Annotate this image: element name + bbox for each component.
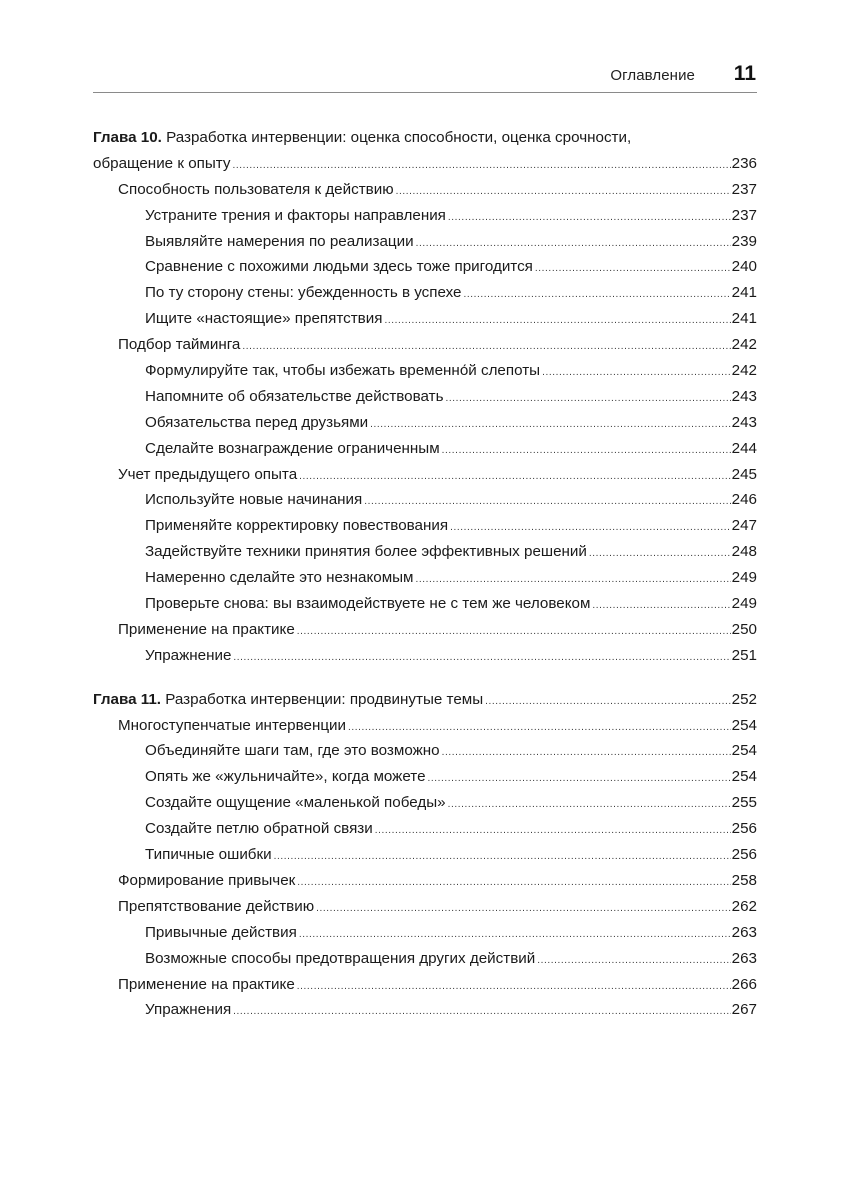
running-header — [93, 62, 757, 93]
entry-page: 246 — [731, 491, 757, 509]
toc-subsection-row[interactable] — [93, 306, 757, 332]
leader-dots — [448, 205, 731, 231]
entry-title: Задействуйте техники принятия более эффективных решений — [145, 543, 587, 561]
toc-subsection-row[interactable] — [93, 842, 757, 868]
table-of-contents — [93, 125, 757, 1023]
entry-page: 245 — [731, 465, 757, 483]
leader-dots — [297, 974, 731, 1000]
leader-dots — [274, 844, 731, 870]
entry-page: 249 — [731, 569, 757, 587]
entry-title: Возможные способы предотвращения других действий — [145, 949, 536, 967]
entry-title: Проверьте снова: вы взаимодействуете не с тем же человеком — [145, 595, 591, 613]
entry-page: 244 — [731, 439, 757, 457]
entry-title: Типичные ошибки — [145, 846, 272, 864]
toc-subsection-row[interactable] — [93, 790, 757, 816]
leader-dots — [450, 515, 731, 541]
leader-dots — [233, 153, 731, 179]
toc-subsection-row[interactable] — [93, 946, 757, 972]
leader-dots — [384, 308, 730, 334]
chapter-page: 236 — [731, 154, 757, 172]
toc-section-row[interactable] — [93, 868, 757, 894]
entry-title: Намеренно сделайте это незнакомым — [145, 569, 414, 587]
leader-dots — [463, 282, 730, 308]
entry-title: Сравнение с похожими людьми здесь тоже пригодится — [145, 258, 533, 276]
entry-title: Привычные действия — [145, 923, 297, 941]
entry-page: 240 — [731, 258, 757, 276]
toc-subsection-row[interactable] — [93, 513, 757, 539]
entry-title: Сделайте вознаграждение ограниченным — [145, 439, 440, 457]
leader-dots — [242, 334, 730, 360]
entry-page: 243 — [731, 387, 757, 405]
chapter-label: Глава 11. — [93, 690, 162, 708]
toc-subsection-row[interactable] — [93, 487, 757, 513]
toc-subsection-row[interactable] — [93, 565, 757, 591]
leader-dots — [370, 412, 730, 438]
chapter-label: Глава 10. — [93, 129, 162, 146]
leader-dots — [416, 231, 731, 257]
entry-title: Выявляйте намерения по реализации — [145, 232, 414, 250]
entry-page: 242 — [731, 336, 757, 354]
leader-dots — [316, 896, 731, 922]
chapter-title: Разработка интервенции: продвинутые темы — [165, 690, 484, 708]
entry-page: 263 — [731, 923, 757, 941]
toc-section-row[interactable] — [93, 177, 757, 203]
entry-page: 241 — [731, 284, 757, 302]
toc-subsection-row[interactable] — [93, 539, 757, 565]
entry-title: Формулируйте так, чтобы избежать временно́й слепоты — [145, 362, 541, 380]
leader-dots — [297, 870, 730, 896]
section-title: Оглавление — [610, 67, 695, 84]
leader-dots — [375, 818, 731, 844]
leader-dots — [428, 766, 731, 792]
entry-title: Способность пользователя к действию — [118, 180, 394, 198]
leader-dots — [535, 256, 731, 282]
leader-dots — [485, 689, 731, 715]
leader-dots — [348, 715, 731, 741]
entry-title: Используйте новые начинания — [145, 491, 363, 509]
entry-page: 251 — [731, 646, 757, 664]
leader-dots — [233, 645, 730, 671]
toc-chapter-row[interactable] — [93, 151, 757, 177]
toc-section-row[interactable] — [93, 462, 757, 488]
toc-subsection-row[interactable] — [93, 997, 757, 1023]
entry-title: Учет предыдущего опыта — [118, 465, 298, 483]
entry-title: Многоступенчатые интервенции — [118, 716, 347, 734]
entry-title: Подбор тайминга — [118, 336, 241, 354]
chapter-entries — [93, 177, 757, 669]
toc-subsection-row[interactable] — [93, 920, 757, 946]
entry-title: Упражнение — [145, 646, 232, 664]
entry-page: 256 — [731, 820, 757, 838]
entry-title: Формирование привычек — [118, 871, 296, 889]
leader-dots — [233, 999, 730, 1025]
toc-chapter-row[interactable] — [93, 687, 757, 713]
leader-dots — [589, 541, 731, 567]
toc-subsection-row[interactable] — [93, 203, 757, 229]
leader-dots — [364, 489, 730, 515]
entry-page: 254 — [731, 716, 757, 734]
toc-subsection-row[interactable] — [93, 384, 757, 410]
page-number: 11 — [733, 62, 756, 85]
chapter-heading — [93, 687, 483, 713]
entry-page: 237 — [731, 180, 757, 198]
leader-dots — [416, 567, 731, 593]
leader-dots — [442, 740, 731, 766]
leader-dots — [446, 386, 731, 412]
chapter-entries — [93, 713, 757, 1024]
leader-dots — [448, 792, 731, 818]
toc-subsection-row[interactable] — [93, 410, 757, 436]
entry-page: 239 — [731, 232, 757, 250]
toc-subsection-row[interactable] — [93, 591, 757, 617]
chapter-title-line2: обращение к опыту — [93, 154, 231, 172]
toc-subsection-row[interactable] — [93, 643, 757, 669]
entry-page: 262 — [731, 897, 757, 915]
toc-section-row[interactable] — [93, 332, 757, 358]
toc-subsection-row[interactable] — [93, 254, 757, 280]
entry-title: Опять же «жульничайте», когда можете — [145, 768, 426, 786]
entry-title: Объединяйте шаги там, где это возможно — [145, 742, 440, 760]
toc-subsection-row[interactable] — [93, 816, 757, 842]
entry-page: 250 — [731, 620, 757, 638]
entry-title: По ту сторону стены: убежденность в успехе — [145, 284, 462, 302]
entry-page: 249 — [731, 595, 757, 613]
leader-dots — [396, 179, 731, 205]
entry-page: 266 — [731, 975, 757, 993]
chapter-page: 252 — [731, 690, 757, 708]
toc-subsection-row[interactable] — [93, 280, 757, 306]
leader-dots — [299, 922, 731, 948]
toc-section-row[interactable] — [93, 713, 757, 739]
entry-page: 254 — [731, 768, 757, 786]
entry-page: 241 — [731, 310, 757, 328]
entry-page: 256 — [731, 846, 757, 864]
entry-page: 255 — [731, 794, 757, 812]
chapter-title-line1: Разработка интервенции: оценка способности, оценка срочности, — [166, 129, 632, 146]
toc-section-row[interactable] — [93, 894, 757, 920]
entry-page: 263 — [731, 949, 757, 967]
toc-subsection-row[interactable] — [93, 358, 757, 384]
chapter-gap — [93, 669, 757, 687]
leader-dots — [537, 948, 730, 974]
leader-dots — [299, 464, 730, 490]
entry-page: 247 — [731, 517, 757, 535]
entry-title: Применяйте корректировку повествования — [145, 517, 449, 535]
entry-title: Применение на практике — [118, 620, 295, 638]
entry-title: Применение на практике — [118, 975, 295, 993]
toc-subsection-row[interactable] — [93, 764, 757, 790]
toc-subsection-row[interactable] — [93, 436, 757, 462]
entry-title: Обязательства перед друзьями — [145, 413, 369, 431]
entry-page: 258 — [731, 871, 757, 889]
entry-page: 237 — [731, 206, 757, 224]
entry-title: Упражнения — [145, 1001, 232, 1019]
entry-title: Напомните об обязательстве действовать — [145, 387, 444, 405]
entry-page: 242 — [731, 362, 757, 380]
entry-title: Создайте ощущение «маленькой победы» — [145, 794, 446, 812]
leader-dots — [592, 593, 730, 619]
entry-page: 267 — [731, 1001, 757, 1019]
leader-dots — [297, 619, 731, 645]
toc-section-row[interactable] — [93, 617, 757, 643]
entry-title: Устраните трения и факторы направления — [145, 206, 446, 224]
toc-subsection-row[interactable] — [93, 738, 757, 764]
entry-title: Ищите «настоящие» препятствия — [145, 310, 383, 328]
entry-page: 254 — [731, 742, 757, 760]
chapter-heading-line — [93, 125, 757, 151]
toc-section-row[interactable] — [93, 972, 757, 998]
entry-page: 248 — [731, 543, 757, 561]
entry-page: 243 — [731, 413, 757, 431]
toc-subsection-row[interactable] — [93, 229, 757, 255]
entry-title: Создайте петлю обратной связи — [145, 820, 373, 838]
leader-dots — [442, 438, 731, 464]
leader-dots — [542, 360, 731, 386]
entry-title: Препятствование действию — [118, 897, 315, 915]
